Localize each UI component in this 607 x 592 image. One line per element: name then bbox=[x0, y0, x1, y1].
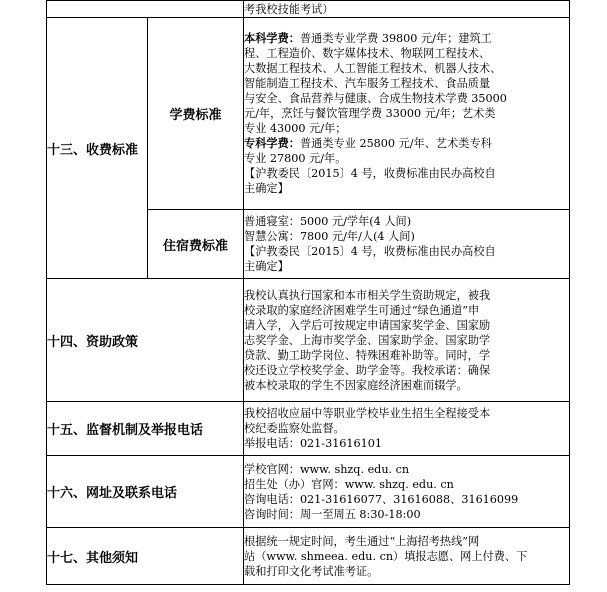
aid-line: 我校认真执行国家和本市相关学生资助规定，被我 bbox=[244, 288, 491, 302]
dorm-label: 住宿费标准 bbox=[148, 210, 244, 279]
tuition-line: 元/年，烹饪与餐饮管理学费 33000 元/年；艺术类 bbox=[244, 107, 496, 120]
tuition-content bbox=[244, 18, 570, 210]
top-fragment-label-cell bbox=[47, 1, 244, 18]
supervision-line: 校纪委监察处监督。 bbox=[244, 422, 345, 435]
row-section-14 bbox=[47, 279, 570, 402]
aid-line: 志奖学金、上海市奖学金、国家助学金、国家助学 bbox=[244, 333, 491, 347]
aid-line: 校还设立学校奖学金、助学金等。我校承诺：确保 bbox=[244, 363, 491, 377]
aid-line: 贷款、勤工助学岗位、特殊困难补助等。同时，学 bbox=[244, 348, 491, 362]
supervision-line: 举报电话：021-31616101 bbox=[244, 437, 383, 450]
tuition-line: 大数据工程技术、人工智能工程技术、机器人技术、 bbox=[244, 62, 502, 75]
tuition-line: 智能制造工程技术、汽车服务工程技术、食品质量 bbox=[244, 77, 491, 90]
section-14-title: 十四、资助政策 bbox=[47, 279, 244, 402]
aid-line: 校录取的家庭经济困难学生可通过“绿色通道”申 bbox=[244, 303, 480, 317]
tuition-bold: 本科学费： bbox=[244, 31, 300, 45]
section-15-title: 十五、监督机制及举报电话 bbox=[47, 402, 244, 456]
dorm-content bbox=[244, 210, 570, 279]
row-section-17 bbox=[47, 528, 570, 585]
tuition-line: 【沪教委民〔2015〕4 号，收费标准由民办高校自 bbox=[244, 167, 496, 180]
notice-line: 根据统一规定时间，考生通过“上海招考热线”网 bbox=[244, 534, 480, 548]
contact-line: 咨询电话：021-31616077、31616088、31616099 bbox=[244, 492, 519, 506]
dorm-line: 普通寝室：5000 元/学年(4 人间) bbox=[244, 215, 412, 228]
tuition-line: 专科学费：普通类专业 25800 元/年、艺术类专科 bbox=[244, 136, 492, 150]
row-section-15 bbox=[47, 402, 570, 456]
notice-line: 载和打印文化考试准考证。 bbox=[244, 564, 379, 578]
tuition-line: 与安全、食品营养与健康、合成生物技术学费 35000 bbox=[244, 92, 507, 105]
section-17-content bbox=[244, 528, 570, 585]
top-fragment-text: 考我校技能考试） bbox=[244, 2, 334, 16]
row-section-16 bbox=[47, 456, 570, 528]
admission-info-table bbox=[46, 0, 570, 585]
aid-line: 被本校录取的学生不因家庭经济困难而辍学。 bbox=[244, 378, 468, 392]
tuition-bold: 专科学费： bbox=[244, 136, 300, 150]
dorm-line: 主确定】 bbox=[244, 260, 289, 273]
tuition-line: 本科学费：普通类专业学费 39800 元/年；建筑工 bbox=[244, 31, 492, 45]
section-14-content bbox=[244, 279, 570, 402]
dorm-line: 【沪教委民〔2015〕4 号，收费标准由民办高校自 bbox=[244, 245, 496, 258]
section-16-title: 十六、网址及联系电话 bbox=[47, 456, 244, 528]
tuition-line: 程、工程造价、数字媒体技术、物联网工程技术、 bbox=[244, 47, 491, 60]
section-13-title: 十三、收费标准 bbox=[47, 18, 148, 279]
aid-line: 请入学，入学后可按规定申请国家奖学金、国家励 bbox=[244, 318, 491, 332]
dorm-line: 智慧公寓：7800 元/年/人(4 人间) bbox=[244, 230, 415, 243]
tuition-line: 专业 27800 元/年。 bbox=[244, 152, 347, 165]
contact-line: 学校官网：www. shzq. edu. cn bbox=[244, 462, 410, 476]
tuition-line: 专业 43000 元/年； bbox=[244, 122, 347, 135]
tuition-line: 主确定】 bbox=[244, 182, 289, 195]
section-16-content bbox=[244, 456, 570, 528]
section-15-content bbox=[244, 402, 570, 456]
tuition-label: 学费标准 bbox=[148, 18, 244, 210]
top-fragment-cell bbox=[244, 1, 570, 18]
contact-line: 招生处（办）官网：www. shzq. edu. cn bbox=[244, 477, 454, 491]
contact-line: 咨询时间：周一至周五 8:30-18:00 bbox=[244, 507, 421, 521]
row-tuition bbox=[47, 18, 570, 210]
notice-line: 站（www. shmeea. edu. cn）填报志愿、网上付费、下 bbox=[244, 549, 528, 563]
supervision-line: 我校招收应届中等职业学校毕业生招生全程接受本 bbox=[244, 407, 491, 420]
section-17-title: 十七、其他须知 bbox=[47, 528, 244, 585]
row-top-fragment bbox=[47, 1, 570, 18]
